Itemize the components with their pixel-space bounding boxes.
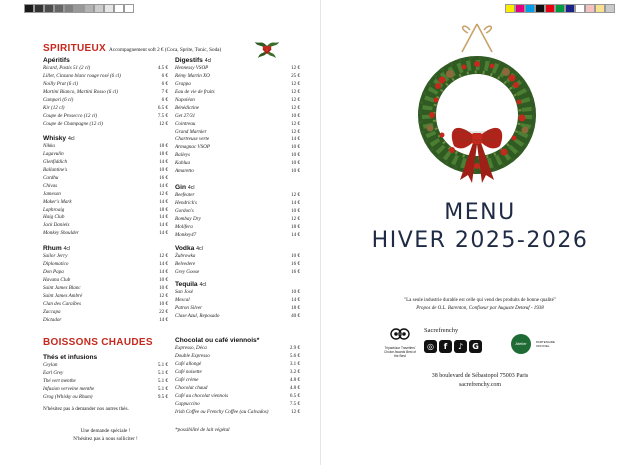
menu-item <box>175 369 300 377</box>
gin-list <box>175 192 300 240</box>
menu-item-price: 9.5 € <box>157 393 168 400</box>
menu-item <box>175 129 300 137</box>
menu-item-name: Bombay Dry <box>175 215 201 222</box>
google-icon[interactable]: G <box>469 340 482 353</box>
menu-item-name: Cardhu <box>43 174 59 181</box>
chocolat-heading: Chocolat ou café viennois* <box>175 337 260 344</box>
menu-item <box>175 345 300 353</box>
menu-item <box>175 409 300 417</box>
menu-item <box>43 277 168 285</box>
menu-item-name: Kahlua <box>175 160 191 167</box>
menu-item-name: Café au chocolat viennois <box>175 392 229 399</box>
menu-item-name: Monkey47 <box>175 231 197 238</box>
menu-item-name: Napoléon <box>175 96 195 103</box>
menu-item <box>43 378 168 386</box>
menu-item-name: Bénédictine <box>175 104 200 111</box>
menu-item-name: Dictador <box>43 316 62 323</box>
menu-item-price: 12 € <box>159 120 168 127</box>
menu-item <box>43 301 168 309</box>
menu-item-price: 18 € <box>291 304 300 311</box>
social-handle: Sacrefrenchy <box>424 327 459 334</box>
menu-item-name: Lillet, Cinzano blanc rouge rosé (6 cl) <box>43 72 121 79</box>
menu-item-name: Hennessy VSOP <box>175 65 209 71</box>
menu-item-name: Chivas <box>43 182 58 189</box>
vodka-list <box>175 253 300 277</box>
menu-item-name: Rémy Martin XO <box>175 72 210 79</box>
instagram-icon[interactable]: ◎ <box>424 340 437 353</box>
menu-item-price: 4.8 € <box>289 376 300 383</box>
chocolat-note: *possibilité de lait végétal <box>175 427 230 433</box>
menu-item-name: Café noisette <box>175 368 202 375</box>
menu-item-name: Nikka <box>43 143 55 149</box>
menu-item <box>43 370 168 378</box>
menu-subtitle: HIVER 2025-2026 <box>371 228 589 253</box>
menu-item-name: Zaccapa <box>43 308 61 315</box>
menu-item <box>175 261 300 269</box>
menu-item <box>175 113 300 121</box>
menu-item-price: 12 € <box>291 104 300 111</box>
menu-item <box>43 121 168 129</box>
menu-item <box>175 393 300 401</box>
menu-item <box>43 261 168 269</box>
menu-item <box>175 385 300 393</box>
menu-item-name: Molifera <box>175 223 193 230</box>
menu-item <box>175 216 300 224</box>
menu-item-price: 6 € <box>161 80 168 87</box>
aperitifs-list <box>43 65 168 129</box>
menu-item-name: Maker's Mark <box>43 198 72 205</box>
menu-item-name: Kir (12 cl) <box>43 104 65 111</box>
menu-item-name: Don Papa <box>43 268 64 275</box>
menu-item <box>175 73 300 81</box>
menu-item <box>43 113 168 121</box>
menu-item-name: Belvedere <box>175 260 196 267</box>
menu-item-price: 5.1 € <box>157 385 168 392</box>
menu-item-name: Haig Club <box>43 214 65 221</box>
menu-item <box>175 232 300 240</box>
menu-item-price: 5.1 € <box>157 377 168 384</box>
menu-item-name: Amaretto <box>175 168 194 175</box>
menu-item-price: 6 € <box>161 96 168 103</box>
menu-item-price: 14 € <box>159 268 168 275</box>
menu-item-price: 5.1 € <box>157 362 168 368</box>
menu-item-price: 10 € <box>291 168 300 175</box>
christmas-wreath-icon <box>412 20 542 192</box>
social-icons <box>424 340 482 353</box>
menu-item-name: Ceylan <box>43 362 58 368</box>
menu-item-price: 14 € <box>159 198 168 205</box>
menu-item-price: 12 € <box>291 408 300 415</box>
grayscale-swatches <box>24 4 134 13</box>
menu-item <box>175 192 300 200</box>
menu-item-price: 3.1 € <box>289 360 300 367</box>
menu-item-name: Jack Daniels <box>43 222 70 229</box>
chocolat-list <box>175 345 300 416</box>
menu-item <box>175 160 300 168</box>
menu-item-price: 7 € <box>161 88 168 95</box>
menu-item-price: 4.5 € <box>157 65 168 71</box>
menu-item-name: Coupe de Champagne (12 cl) <box>43 120 103 127</box>
menu-item-price: 10 € <box>159 166 168 173</box>
menu-item-price: 22 € <box>159 308 168 315</box>
menu-item-price: 14 € <box>291 296 300 303</box>
menu-item-name: Eau de vie de fruits <box>175 88 215 95</box>
menu-item <box>175 313 300 321</box>
menu-item <box>175 121 300 129</box>
menu-item-name: Grand Marnier <box>175 128 207 135</box>
whisky-heading: Whisky 4cl <box>43 135 75 142</box>
menu-item-name: Glenfiddich <box>43 158 68 165</box>
menu-item <box>175 401 300 409</box>
menu-item-price: 14 € <box>291 199 300 206</box>
thes-note: N'hésitez pas à demander nos autres thés. <box>43 406 129 412</box>
menu-item-price: 5.1 € <box>157 369 168 376</box>
menu-item <box>43 191 168 199</box>
menu-item-price: 10 € <box>159 284 168 291</box>
rhum-list <box>43 253 168 324</box>
menu-item <box>43 386 168 394</box>
menu-item-name: Thé vert menthe <box>43 377 76 384</box>
menu-item <box>43 230 168 238</box>
menu-item-price: 5.6 € <box>289 352 300 359</box>
menu-item <box>43 309 168 317</box>
menu-item <box>43 151 168 159</box>
menu-title: MENU <box>444 200 516 225</box>
quote-text: "La seule industrie durable est celle qui vend des produits de bonne qualité" <box>404 298 556 303</box>
whisky-list <box>43 143 168 238</box>
menu-item-price: 14 € <box>159 316 168 323</box>
thes-heading: Thés et infusions <box>43 354 98 361</box>
menu-item-name: Coupe de Prosecco (12 cl) <box>43 112 98 119</box>
menu-item-name: Laphroaig <box>43 206 65 213</box>
menu-item-name: Hendrick's <box>175 199 198 206</box>
menu-item-name: Saint James Ambré <box>43 292 83 299</box>
menu-item-name: Cappuccino <box>175 400 200 407</box>
menu-item-price: 16 € <box>291 260 300 267</box>
menu-item-price: 12 € <box>291 80 300 87</box>
menu-item <box>43 73 168 81</box>
menu-item-name: Grog (Whisky ou Rhum) <box>43 393 93 400</box>
menu-item <box>43 207 168 215</box>
aperitifs-heading: Apéritifs <box>43 57 70 64</box>
holly-icon <box>254 38 280 60</box>
menu-item-price: 10 € <box>291 207 300 214</box>
menu-item-price: 18 € <box>291 223 300 230</box>
menu-item-name: Beefeater <box>175 192 195 198</box>
menu-item <box>175 152 300 160</box>
menu-item-price: 4.8 € <box>289 384 300 391</box>
tequila-list <box>175 289 300 321</box>
menu-item-name: Mescal <box>175 296 190 303</box>
menu-item-name: San José <box>175 289 193 295</box>
menu-item-name: Grey Goose <box>175 268 200 275</box>
menu-item-name: Żubrowka <box>175 253 196 259</box>
address: 38 boulevard de Sébastopol 75003 Paris <box>431 373 529 379</box>
website-link[interactable]: sacrefrenchy.com <box>458 382 502 388</box>
menu-item <box>43 394 168 402</box>
menu-item-price: 7.5 € <box>157 112 168 119</box>
menu-item <box>43 362 168 370</box>
thes-list <box>43 362 168 402</box>
rhum-heading: Rhum 4cl <box>43 245 71 252</box>
menu-item <box>43 199 168 207</box>
menu-item-price: 12 € <box>159 253 168 259</box>
menu-item-price: 10 € <box>291 253 300 259</box>
menu-item-name: Earl Grey <box>43 369 64 376</box>
menu-item-price: 10 € <box>291 160 300 167</box>
menu-item-name: Campari (6 cl) <box>43 96 74 103</box>
menu-item-price: 14 € <box>159 260 168 267</box>
menu-item <box>175 105 300 113</box>
menu-item-name: Patron Silver <box>175 304 203 311</box>
menu-item-price: 14 € <box>159 230 168 237</box>
digestifs-heading: Digestifs 4cl <box>175 57 212 64</box>
menu-item <box>175 377 300 385</box>
menu-item-price: 12 € <box>291 96 300 103</box>
owl-icon <box>390 327 410 341</box>
menu-item-name: Clase Azul, Reposado <box>175 312 220 319</box>
menu-item <box>43 214 168 222</box>
menu-item-price: 10 € <box>291 289 300 295</box>
menu-item <box>175 81 300 89</box>
menu-item-price: 12 € <box>291 88 300 95</box>
menu-item-price: 14 € <box>159 182 168 189</box>
menu-item-name: Lagavulin <box>43 150 64 157</box>
menu-item-name: Sailor Jerry <box>43 253 68 259</box>
menu-item-name: Havana Club <box>43 276 71 283</box>
menu-item-name: Double Expresso <box>175 352 210 359</box>
menu-item-price: 12 € <box>159 292 168 299</box>
menu-item-price: 12 € <box>291 65 300 71</box>
menu-item-name: Infusion verveine menthe <box>43 385 95 392</box>
gin-heading: Gin 4cl <box>175 184 195 191</box>
menu-item <box>43 65 168 73</box>
boissons-chaudes-heading: BOISSONS CHAUDES <box>43 337 153 348</box>
quote-author: Propos de O.L. Barenton, Confiseur par Auguste Detœuf - 1938 <box>416 306 544 311</box>
menu-item-name: Irish Coffee ou Frenchy Coffee (au Calvados) <box>175 408 269 415</box>
menu-item <box>43 285 168 293</box>
menu-item-name: Saint James Blanc <box>43 284 81 291</box>
menu-item-name: Chartreuse verte <box>175 136 210 143</box>
menu-item-price: 12 € <box>291 120 300 127</box>
special-request: Une demande spéciale ! N'hésitez pas à nous solliciter ! <box>73 428 138 442</box>
menu-item-price: 14 € <box>159 222 168 229</box>
menu-item-price: 18 € <box>159 206 168 213</box>
menu-item <box>43 89 168 97</box>
menu-item <box>43 317 168 325</box>
menu-item-price: 10 € <box>291 144 300 151</box>
menu-item-name: Cointreau <box>175 120 196 127</box>
spiritueux-heading: SPIRITUEUX Accompagnement soft 2 € (Coca, Sprite, Tonic, Soda) <box>43 43 222 54</box>
menu-item <box>43 175 168 183</box>
menu-item <box>43 167 168 175</box>
tequila-heading: Tequila 4cl <box>175 281 207 288</box>
menu-item-name: Grappa <box>175 80 191 87</box>
menu-item-price: 2.9 € <box>289 345 300 351</box>
menu-item <box>175 200 300 208</box>
menu-item-price: 14 € <box>159 214 168 221</box>
menu-item <box>43 183 168 191</box>
menu-item-price: 14 € <box>159 158 168 165</box>
menu-item <box>175 224 300 232</box>
menu-item-name: Ricard, Pastis 51 (2 cl) <box>43 65 91 71</box>
tiktok-icon[interactable]: ♪ <box>454 340 467 353</box>
menu-item-name: Gordon's <box>175 207 194 214</box>
tripadvisor-badge: Tripadvisor Travellers' Choice Awards Best of the Best <box>383 327 417 358</box>
menu-item <box>175 289 300 297</box>
facebook-icon[interactable]: f <box>439 340 452 353</box>
menu-item <box>175 136 300 144</box>
menu-item <box>43 253 168 261</box>
menu-item-price: 25 € <box>291 72 300 79</box>
menu-item-price: 12 € <box>159 190 168 197</box>
menu-item <box>175 144 300 152</box>
menu-item <box>175 353 300 361</box>
menu-item <box>175 269 300 277</box>
menu-item <box>175 97 300 105</box>
menu-item-price: 10 € <box>159 300 168 307</box>
menu-item-name: Monkey Shoulder <box>43 230 79 237</box>
menu-item-name: Noilly Prat (6 cl) <box>43 80 78 87</box>
menu-item-name: Expresso, Déca <box>175 345 207 351</box>
menu-item-price: 14 € <box>291 136 300 143</box>
partner-logo: Atelier <box>511 334 531 354</box>
menu-item <box>175 361 300 369</box>
menu-item-name: Jameson <box>43 190 61 197</box>
menu-item <box>175 168 300 176</box>
menu-item-price: 6 € <box>161 72 168 79</box>
color-swatches <box>505 4 615 13</box>
menu-item-name: Baileys <box>175 152 190 159</box>
menu-item <box>43 81 168 89</box>
menu-item-name: Clan des Caraïbes <box>43 300 81 307</box>
menu-item-price: 12 € <box>291 215 300 222</box>
menu-item-price: 6.5 € <box>157 104 168 111</box>
menu-item <box>43 222 168 230</box>
menu-item-price: 16 € <box>291 268 300 275</box>
menu-item-name: Café allongé <box>175 360 202 367</box>
menu-item-name: Get 27/31 <box>175 112 196 119</box>
menu-item <box>43 97 168 105</box>
menu-item-name: Diplomatico <box>43 260 69 267</box>
menu-item <box>175 208 300 216</box>
menu-item <box>175 297 300 305</box>
menu-item <box>43 105 168 113</box>
menu-item-price: 14 € <box>291 231 300 238</box>
menu-item-name: Chocolat chaud <box>175 384 208 391</box>
menu-item-price: 12 € <box>291 128 300 135</box>
menu-item-price: 10 € <box>291 152 300 159</box>
menu-item <box>175 253 300 261</box>
menu-item <box>175 305 300 313</box>
menu-item <box>43 269 168 277</box>
menu-item-price: 12 € <box>291 192 300 198</box>
menu-item <box>43 159 168 167</box>
menu-item-name: Martini Bianco, Martini Rosso (6 cl) <box>43 88 118 95</box>
vodka-heading: Vodka 4cl <box>175 245 203 252</box>
menu-item-price: 3.2 € <box>289 368 300 375</box>
menu-item <box>175 65 300 73</box>
menu-item <box>43 143 168 151</box>
menu-item-price: 10 € <box>291 112 300 119</box>
menu-item-price: 18 € <box>159 150 168 157</box>
menu-item <box>43 293 168 301</box>
partner-label: PARTENAIRE OFFICIEL <box>536 340 555 348</box>
digestifs-list <box>175 65 300 176</box>
menu-item-price: 40 € <box>291 312 300 319</box>
menu-item-name: Café crème <box>175 376 199 383</box>
menu-item-price: 16 € <box>159 174 168 181</box>
menu-item-name: Armagnac VSOP <box>175 144 210 151</box>
menu-item-price: 7.5 € <box>289 400 300 407</box>
menu-item-name: Ballantine's <box>43 166 68 173</box>
menu-item <box>175 89 300 97</box>
menu-item-price: 18 € <box>159 143 168 149</box>
menu-item-price: 6.5 € <box>289 392 300 399</box>
menu-item-price: 10 € <box>159 276 168 283</box>
